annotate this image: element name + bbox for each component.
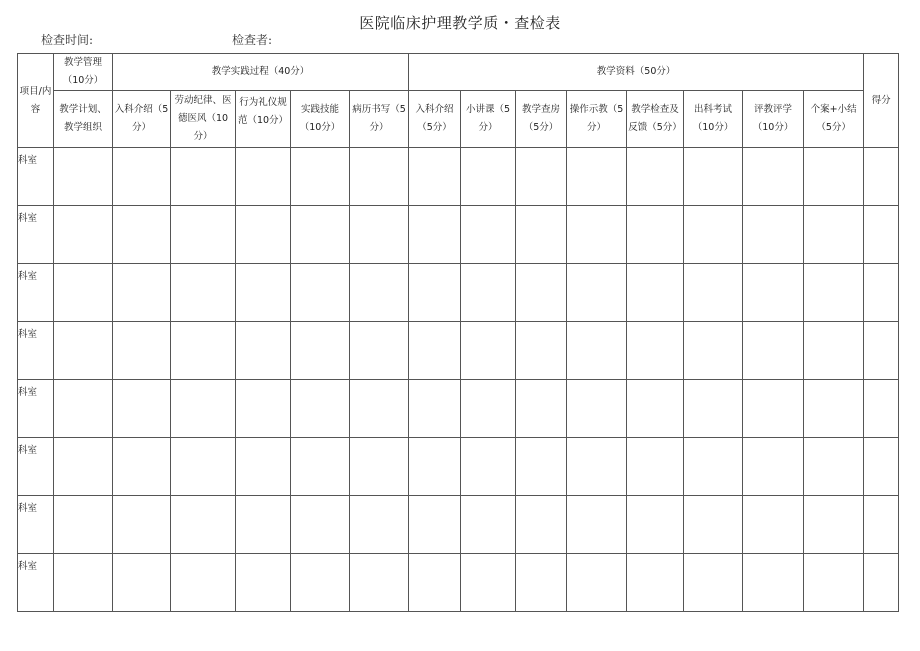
score-entry-cell[interactable] [236,148,291,206]
score-entry-cell[interactable] [627,148,684,206]
score-entry-cell[interactable] [567,496,627,554]
score-entry-cell[interactable] [516,496,567,554]
table-row [18,264,899,322]
table-row [18,438,899,496]
score-cell[interactable] [864,264,899,322]
score-entry-cell[interactable] [236,438,291,496]
score-entry-cell[interactable] [236,264,291,322]
score-entry-cell[interactable] [409,264,461,322]
subheader-practice: 入科介绍（5分） [113,91,171,148]
subheader-materials: 操作示教（5分） [567,91,627,148]
score-entry-cell[interactable] [291,148,350,206]
row-label-department: 科室 [18,322,54,380]
score-entry-cell[interactable] [350,554,409,612]
score-entry-cell[interactable] [54,322,113,380]
row-label-department: 科室 [18,554,54,612]
score-entry-cell[interactable] [516,322,567,380]
score-cell[interactable] [864,438,899,496]
score-entry-cell[interactable] [743,554,804,612]
table-row [18,322,899,380]
score-entry-cell[interactable] [743,206,804,264]
score-entry-cell[interactable] [113,322,171,380]
score-entry-cell[interactable] [684,496,743,554]
score-entry-cell[interactable] [54,380,113,438]
score-entry-cell[interactable] [236,206,291,264]
score-entry-cell[interactable] [804,322,864,380]
score-entry-cell[interactable] [743,438,804,496]
score-entry-cell[interactable] [684,554,743,612]
score-entry-cell[interactable] [236,496,291,554]
checklist-table [17,53,899,612]
score-entry-cell[interactable] [54,554,113,612]
score-entry-cell[interactable] [567,264,627,322]
score-entry-cell[interactable] [171,322,236,380]
score-entry-cell[interactable] [350,206,409,264]
table-row [18,380,899,438]
score-entry-cell[interactable] [567,206,627,264]
score-entry-cell[interactable] [684,148,743,206]
score-entry-cell[interactable] [461,380,516,438]
score-entry-cell[interactable] [627,264,684,322]
score-entry-cell[interactable] [743,264,804,322]
score-entry-cell[interactable] [350,322,409,380]
score-entry-cell[interactable] [113,380,171,438]
score-entry-cell[interactable] [54,438,113,496]
score-entry-cell[interactable] [291,554,350,612]
score-cell[interactable] [864,380,899,438]
score-entry-cell[interactable] [516,380,567,438]
score-entry-cell[interactable] [409,496,461,554]
score-entry-cell[interactable] [113,264,171,322]
score-entry-cell[interactable] [113,206,171,264]
score-entry-cell[interactable] [516,148,567,206]
score-cell[interactable] [864,206,899,264]
score-entry-cell[interactable] [236,554,291,612]
table-row [18,496,899,554]
score-cell[interactable] [864,148,899,206]
page-title: 医院临床护理教学质・查检表 [359,14,561,32]
score-entry-cell[interactable] [804,438,864,496]
score-entry-cell[interactable] [350,264,409,322]
score-entry-cell[interactable] [804,148,864,206]
score-entry-cell[interactable] [54,496,113,554]
score-entry-cell[interactable] [743,148,804,206]
score-entry-cell[interactable] [684,380,743,438]
subheader-materials: 教学检查及反馈（5分） [627,91,684,148]
score-cell[interactable] [864,322,899,380]
row-label-department: 科室 [18,206,54,264]
score-entry-cell[interactable] [171,264,236,322]
score-entry-cell[interactable] [409,322,461,380]
score-entry-cell[interactable] [409,148,461,206]
score-entry-cell[interactable] [291,206,350,264]
score-entry-cell[interactable] [516,206,567,264]
score-entry-cell[interactable] [113,496,171,554]
score-entry-cell[interactable] [350,496,409,554]
score-entry-cell[interactable] [461,496,516,554]
corner-header: 项目/内容 [18,54,54,148]
score-entry-cell[interactable] [627,438,684,496]
table-row [18,206,899,264]
score-entry-cell[interactable] [171,148,236,206]
subheader-practice: 行为礼仪规范（10分） [236,91,291,148]
score-entry-cell[interactable] [627,206,684,264]
table-row [18,554,899,612]
row-label-department: 科室 [18,380,54,438]
score-entry-cell[interactable] [627,380,684,438]
score-entry-cell[interactable] [171,206,236,264]
score-entry-cell[interactable] [291,380,350,438]
score-entry-cell[interactable] [684,206,743,264]
score-entry-cell[interactable] [350,438,409,496]
score-entry-cell[interactable] [461,554,516,612]
subheader-practice: 劳动纪律、医德医风（10分） [171,91,236,148]
score-cell[interactable] [864,554,899,612]
subheader-materials: 小讲课（5分） [461,91,516,148]
score-entry-cell[interactable] [804,554,864,612]
score-entry-cell[interactable] [804,496,864,554]
group-header-management: 教学管理（10分） [54,54,113,91]
table-row [18,148,899,206]
score-entry-cell[interactable] [627,322,684,380]
subheader-practice: 病历书写（5分） [350,91,409,148]
score-cell[interactable] [864,496,899,554]
score-entry-cell[interactable] [684,264,743,322]
score-entry-cell[interactable] [461,438,516,496]
subheader-practice: 实践技能（10分） [291,91,350,148]
score-entry-cell[interactable] [54,206,113,264]
score-entry-cell[interactable] [684,438,743,496]
group-header-practice: 教学实践过程（40分） [113,54,409,91]
subheader-materials: 出科考试（10分） [684,91,743,148]
score-entry-cell[interactable] [291,322,350,380]
score-entry-cell[interactable] [171,554,236,612]
subheader-management: 教学计划、教学组织 [54,91,113,148]
inspector-label: 检查者: [232,33,273,47]
score-entry-cell[interactable] [291,264,350,322]
score-entry-cell[interactable] [171,438,236,496]
score-entry-cell[interactable] [516,264,567,322]
subheader-materials: 教学查房（5分） [516,91,567,148]
score-entry-cell[interactable] [409,438,461,496]
score-entry-cell[interactable] [804,206,864,264]
score-entry-cell[interactable] [567,438,627,496]
score-entry-cell[interactable] [627,496,684,554]
score-entry-cell[interactable] [350,148,409,206]
score-entry-cell[interactable] [409,380,461,438]
row-label-department: 科室 [18,148,54,206]
score-entry-cell[interactable] [236,380,291,438]
subheader-materials: 入科介绍（5分） [409,91,461,148]
row-label-department: 科室 [18,264,54,322]
score-entry-cell[interactable] [236,322,291,380]
score-entry-cell[interactable] [113,554,171,612]
score-entry-cell[interactable] [461,264,516,322]
score-entry-cell[interactable] [291,438,350,496]
score-entry-cell[interactable] [291,496,350,554]
score-entry-cell[interactable] [516,438,567,496]
group-header-materials: 教学资料（50分） [409,54,864,91]
score-entry-cell[interactable] [113,148,171,206]
row-label-department: 科室 [18,438,54,496]
score-entry-cell[interactable] [567,554,627,612]
score-entry-cell[interactable] [804,264,864,322]
score-entry-cell[interactable] [409,206,461,264]
score-entry-cell[interactable] [684,322,743,380]
score-entry-cell[interactable] [627,554,684,612]
score-entry-cell[interactable] [743,496,804,554]
subheader-materials: 评教评学（10分） [743,91,804,148]
score-entry-cell[interactable] [567,380,627,438]
subheader-materials: 个案+小结（5分） [804,91,864,148]
row-label-department: 科室 [18,496,54,554]
inspection-time-label: 检查时间: [41,33,94,47]
score-entry-cell[interactable] [567,322,627,380]
score-entry-cell[interactable] [350,380,409,438]
score-entry-cell[interactable] [113,438,171,496]
score-entry-cell[interactable] [461,148,516,206]
score-entry-cell[interactable] [171,496,236,554]
score-entry-cell[interactable] [409,554,461,612]
score-entry-cell[interactable] [461,206,516,264]
score-header: 得分 [864,54,899,148]
score-entry-cell[interactable] [804,380,864,438]
score-entry-cell[interactable] [54,148,113,206]
score-entry-cell[interactable] [54,264,113,322]
score-entry-cell[interactable] [516,554,567,612]
score-entry-cell[interactable] [171,380,236,438]
score-entry-cell[interactable] [743,322,804,380]
score-entry-cell[interactable] [567,148,627,206]
score-entry-cell[interactable] [743,380,804,438]
score-entry-cell[interactable] [461,322,516,380]
